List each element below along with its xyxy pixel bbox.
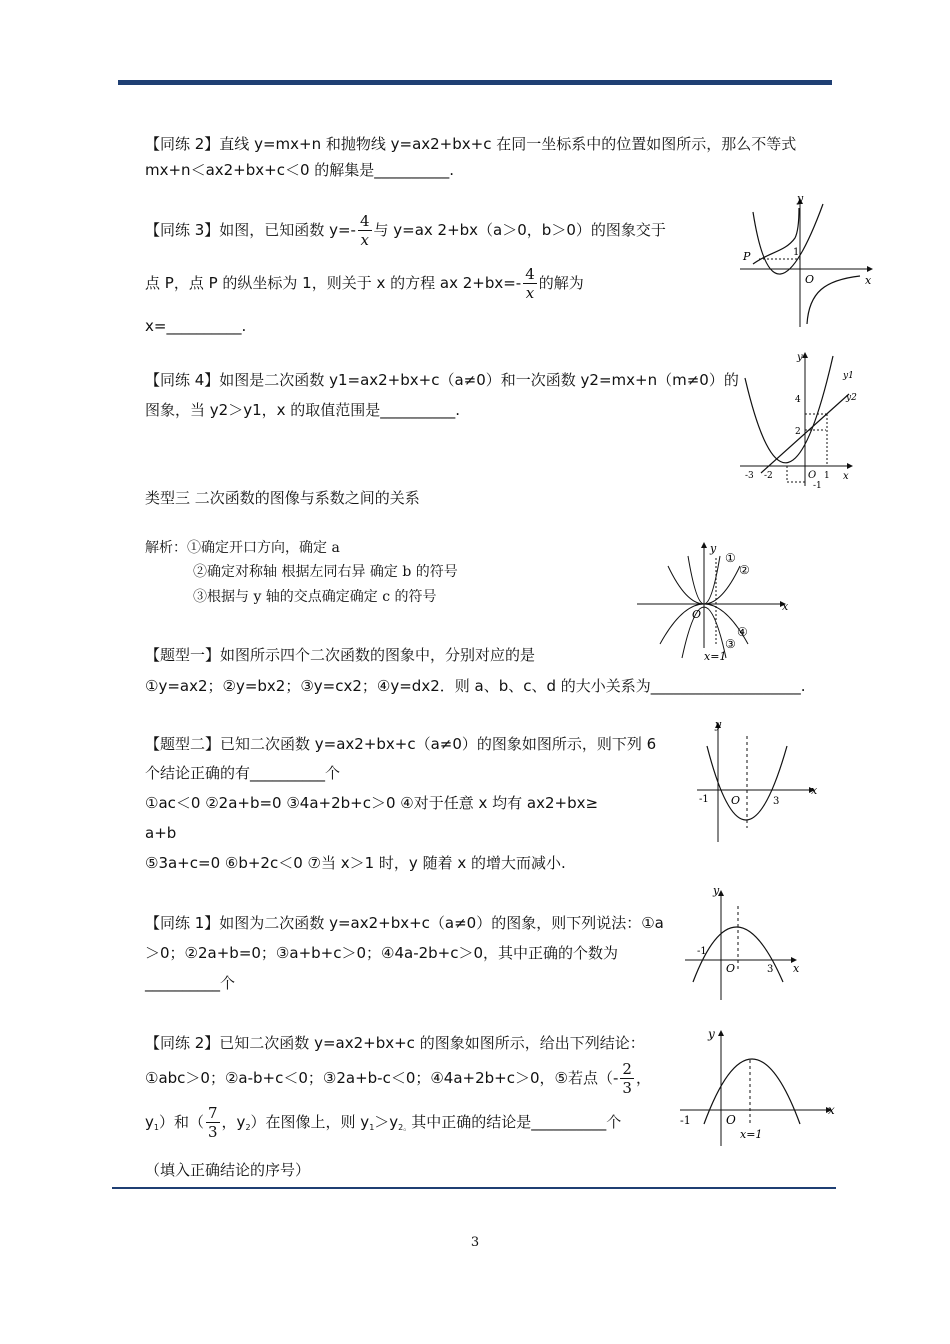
svg-text:④: ④ (737, 625, 748, 639)
svg-text:y: y (797, 352, 803, 363)
q1-line1: 【题型一】如图所示四个二次函数的图象中，分别对应的是 (145, 646, 536, 664)
svg-text:-1: -1 (697, 946, 707, 957)
q2-line3: ①ac＜0 ②2a+b=0 ③4a+2b+c＞0 ④对于任意 x 均有 ax2+bx≥ (145, 794, 599, 812)
q4-line2: ①abc＞0；②a-b+c＜0；③2a+b-c＜0；④4a+2b+c＞0，⑤若点（- $\frac{2}{3}$ ， (145, 1060, 651, 1097)
q3-line2: ＞0；②2a+b=0；③a+b+c＞0；④4a-2b+c＞0，其中正确的个数为 (145, 944, 619, 962)
analysis-line3: ③根据与 y 轴的交点确定确定 c 的符号 (193, 589, 437, 605)
svg-text:x: x (843, 471, 849, 482)
svg-text:-3: -3 (745, 471, 754, 481)
p2-line2: 点 P，点 P 的纵坐标为 1，则关于 x 的方程 ax 2+bx=- $\frac{4}{x}$ 的解为 (145, 265, 584, 302)
svg-text:O: O (731, 794, 741, 807)
q2-line1: 【题型二】已知二次函数 y=ax2+bx+c（a≠0）的图象如图所示，则下列 6 (145, 735, 657, 753)
svg-text:y2: y2 (846, 393, 857, 403)
svg-text:-1: -1 (699, 794, 709, 805)
svg-text:O: O (805, 273, 815, 286)
svg-text:y1: y1 (843, 371, 854, 381)
q3-line1: 【同练 1】如图为二次函数 y=ax2+bx+c（a≠0）的图象，则下列说法：①a (145, 914, 664, 932)
svg-text:-2: -2 (764, 471, 773, 481)
analysis-line1: 解析：①确定开口方向，确定 a (145, 540, 340, 556)
p3-line2: 图象，当 y2＞y1，x 的取值范围是__________. (145, 401, 461, 419)
p1-line2: mx+n＜ax2+bx+c＜0 的解集是__________. (145, 161, 455, 179)
header-rule (118, 80, 832, 85)
svg-text:x: x (793, 962, 800, 975)
svg-text:③: ③ (725, 637, 736, 651)
q4-line4: （填入正确结论的序号） (145, 1161, 311, 1179)
svg-text:y: y (715, 718, 722, 731)
q2-line2: 个结论正确的有__________个 (145, 764, 341, 782)
svg-text:y: y (797, 192, 804, 205)
frac-4-over-x: $\frac{4}{x}$ (359, 212, 370, 249)
figure-q4-parabola (678, 1024, 838, 1149)
svg-text:P: P (743, 250, 751, 263)
svg-text:①: ① (725, 551, 736, 565)
figure-parabola-line (735, 348, 865, 490)
section-title: 类型三 二次函数的图像与系数之间的关系 (145, 489, 420, 507)
svg-text:-1: -1 (813, 481, 822, 490)
p2-line1: 【同练 3】如图，已知函数 y=- $\frac{4}{x}$ 与 y=ax 2+bx（a＞0，b＞0）的图象交于 (145, 212, 666, 249)
svg-text:1: 1 (793, 247, 800, 258)
svg-text:x: x (865, 274, 872, 287)
svg-text:y: y (710, 542, 717, 555)
svg-text:3: 3 (767, 964, 774, 975)
q3-line3: __________个 (145, 974, 236, 992)
footer-rule (112, 1187, 836, 1189)
svg-text:4: 4 (795, 395, 801, 405)
figure-q2-parabola (693, 716, 823, 846)
figure-four-parabolas (632, 538, 802, 663)
q2-line5: ⑤3a+c=0 ⑥b+2c＜0 ⑦当 x＞1 时，y 随着 x 的增大而减小. (145, 854, 566, 872)
svg-text:2: 2 (795, 427, 801, 437)
svg-text:y: y (713, 884, 720, 897)
svg-text:y: y (708, 1027, 715, 1041)
svg-text:x: x (828, 1103, 835, 1117)
svg-text:O: O (808, 470, 817, 481)
figure-q3-parabola (683, 882, 813, 1002)
q2-line4: a+b (145, 824, 177, 842)
p3-line1: 【同练 4】如图是二次函数 y1=ax2+bx+c（a≠0）和一次函数 y2=mx+n（m≠0）的 (145, 371, 739, 389)
svg-text:x: x (782, 600, 789, 613)
svg-text:3: 3 (773, 796, 780, 807)
p1-line1: 【同练 2】直线 y=mx+n 和抛物线 y=ax2+bx+c 在同一坐标系中的位置如图所示，那么不等式 (145, 135, 797, 153)
q1-line2: ①y=ax2；②y=bx2；③y=cx2；④y=dx2．则 a、b、c、d 的大小关系为____________________. (145, 677, 806, 695)
svg-text:1: 1 (824, 471, 830, 481)
q4-line1: 【同练 2】已知二次函数 y=ax2+bx+c 的图象如图所示，给出下列结论： (145, 1034, 645, 1052)
svg-text:x=1: x=1 (704, 650, 727, 663)
svg-text:②: ② (739, 563, 750, 577)
analysis-line2: ②确定对称轴 根据左同右异 确定 b 的符号 (193, 564, 458, 580)
svg-text:O: O (726, 962, 736, 975)
svg-text:O: O (692, 608, 702, 621)
svg-text:O: O (726, 1113, 736, 1127)
svg-text:x=1: x=1 (740, 1128, 763, 1141)
svg-text:x: x (811, 784, 818, 797)
figure-hyperbola-parabola (735, 192, 875, 332)
page-number: 3 (470, 1235, 480, 1250)
svg-text:-1: -1 (680, 1114, 691, 1127)
p2-line3: x=__________. (145, 317, 247, 335)
q4-line3: $y_1$）和（ $\frac{7}{3}$ ，$y_2$）在图像上，则 $y_1>y_{2。}$其中正确的结论是__________个 (145, 1104, 622, 1141)
